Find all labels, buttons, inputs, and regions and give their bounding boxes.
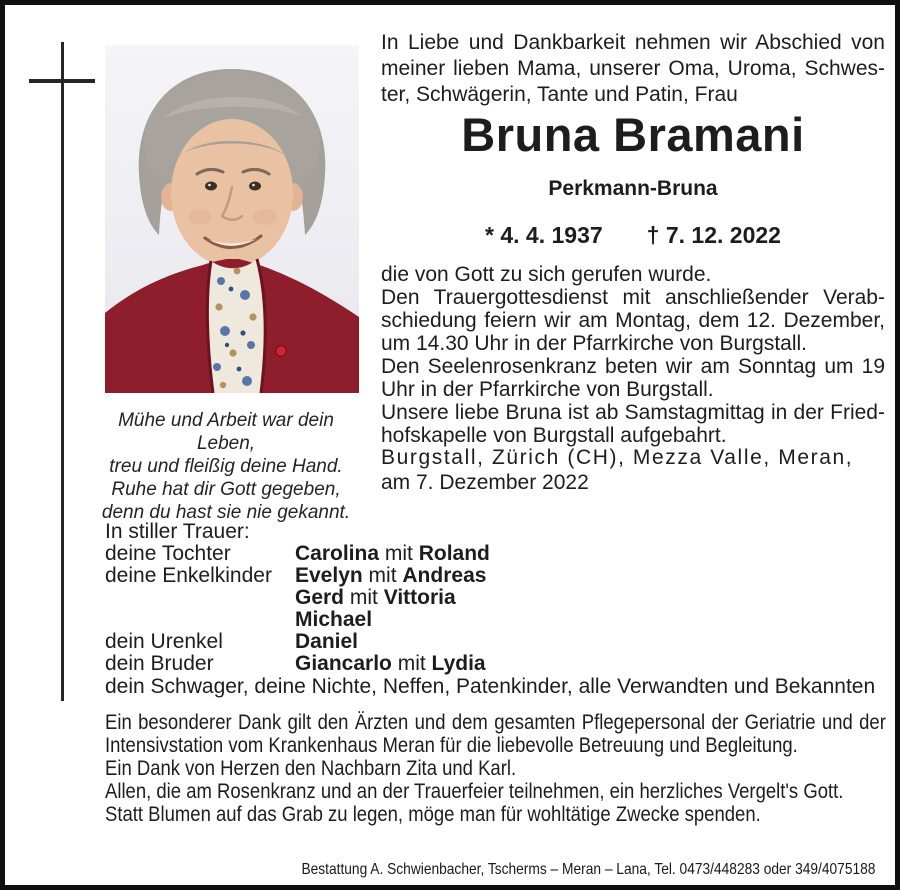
mourner-names: Giancarlo mit Lydia (295, 652, 486, 675)
announcement-paragraph: die von Gott zu sich gerufen wurde. (381, 263, 712, 286)
relation-label (105, 609, 295, 631)
poem-line: Mühe und Arbeit war dein Leben, (118, 410, 334, 454)
life-dates (381, 222, 885, 249)
thanks-paragraph: Ein besonderer Dank gilt den Ärzten und dem gesamten Pflegepersonal der Geriatrie und der Intensivstation vom Krankenhaus Meran für die liebevolle Betreuung und Begleitung. (105, 710, 886, 757)
family-closing-line: dein Schwager, deine Nichte, Neffen, Patenkinder, alle Verwandten und Bekannten (105, 675, 876, 698)
poem-line: treu und fleißig deine Hand. (109, 456, 343, 477)
mourner-names: Gerd mit Vittoria (295, 586, 456, 609)
donation-request-line: Statt Blumen auf das Grab zu legen, möge man für wohltätige Zwecke spenden. (105, 802, 761, 826)
date-line: am 7. Dezember 2022 (381, 471, 589, 494)
mourner-names: Michael (295, 608, 373, 631)
mourners-heading: In stiller Trauer: (105, 520, 250, 543)
mourner-row (105, 587, 885, 609)
relation-label: deine Enkelkinder (105, 564, 272, 587)
relation-label: dein Bruder (105, 652, 214, 675)
poem-line: Ruhe hat dir Gott gegeben, (111, 479, 341, 500)
memorial-poem (93, 409, 359, 524)
poem-line: denn du hast sie nie gekannt. (101, 502, 351, 523)
mourner-row (105, 653, 885, 675)
neighbors-thanks-line: Ein Dank von Herzen den Nachbarn Zita und Karl. (105, 756, 517, 780)
announcement-paragraph: Den Seelenrosenkranz beten wir am Sonntag um 19 Uhr in der Pfarrkirche von Burgstall. (381, 355, 885, 401)
thanks-section (105, 711, 886, 826)
mourner-row (105, 543, 885, 565)
places-and-date (381, 445, 885, 495)
relation-label: deine Tochter (105, 542, 231, 565)
announcement-paragraph: Den Trauergottesdienst mit anschließender Verabschiedung feiern wir am Montag, dem 12. Dezember, um 14.30 Uhr in der Pfarrkirche von Burgstall. (381, 286, 885, 355)
rosary-thanks-line: Allen, die am Rosenkranz und an der Trauerfeier teilnehmen, ein herzliches Vergelt's Gott. (105, 779, 844, 803)
deceased-name: Bruna Bramani (461, 108, 805, 161)
maiden-name: Perkmann-Bruna (548, 177, 718, 200)
funeral-home-info: Bestattung A. Schwienbacher, Tscherms – Meran – Lana, Tel. 0473/448283 oder 349/4075188 (301, 861, 875, 878)
intro-text: In Liebe und Dankbarkeit nehmen wir Abschied von meiner lieben Mama, unserer Oma, Uroma, Schwester, Schwägerin, Tante und Patin, Frau (381, 31, 885, 106)
mourners-section (105, 521, 885, 698)
mourner-row (105, 631, 885, 653)
latin-cross-icon (61, 42, 64, 701)
death-date: † 7. 12. 2022 (646, 222, 781, 248)
mourner-names: Daniel (295, 630, 359, 653)
places-line: Burgstall, Zürich (CH), Mezza Valle, Meran, (381, 446, 854, 469)
scarf (207, 259, 265, 393)
mourner-row (105, 609, 885, 631)
relation-label: dein Urenkel (105, 630, 223, 653)
relation-label (105, 587, 295, 609)
portrait-photo (105, 45, 359, 393)
portrait-photo-illustration (105, 45, 359, 393)
mourner-names: Evelyn mit Andreas (295, 564, 487, 587)
funeral-announcement (381, 263, 885, 447)
mourner-names: Carolina mit Roland (295, 542, 490, 565)
birth-date: * 4. 4. 1937 (485, 222, 603, 248)
red-pin (276, 346, 287, 357)
latin-cross-bar (29, 79, 95, 83)
mourner-row (105, 565, 885, 587)
announcement-paragraph: Unsere liebe Bruna ist ab Samstagmittag in der Friedhofskapelle von Burgstall aufgebahrt. (381, 401, 885, 447)
